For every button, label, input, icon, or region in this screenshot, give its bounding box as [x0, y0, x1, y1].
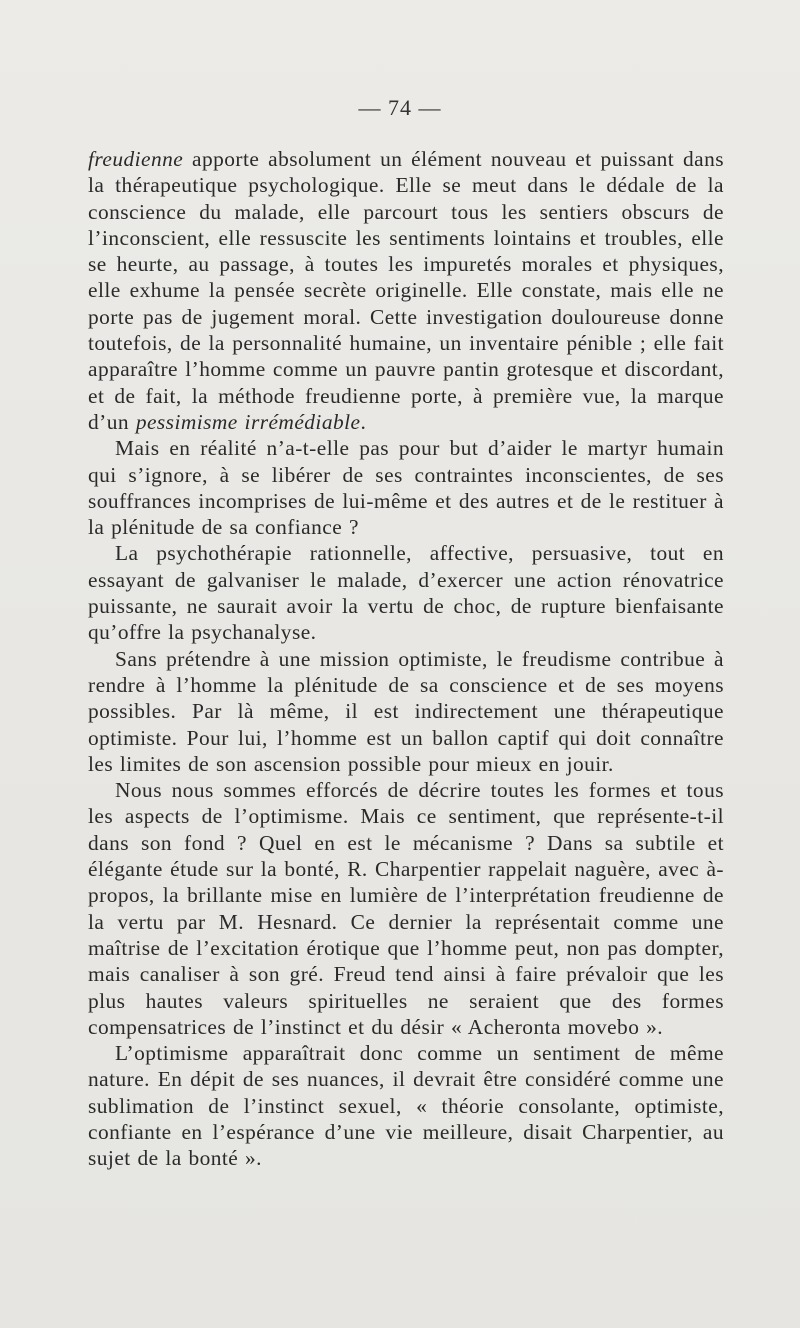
paragraph: [88, 540, 724, 645]
body-text: [88, 146, 724, 1172]
paragraph: [88, 777, 724, 1040]
text-run: La psychothérapie rationnelle, affective, persuasive, tout en essayant de galvaniser le malade, d’exercer une action rénovatrice puissante, ne saurait avoir la vertu de choc, de rupture bienfaisante qu’offre la psychanalyse.: [88, 541, 724, 645]
page-number: — 74 —: [358, 95, 442, 120]
italic-text: freudienne: [88, 147, 184, 171]
paragraph: [88, 146, 724, 435]
text-run: apporte absolument un élément nouveau et puissant dans la thérapeutique psychologique. Elle se meut dans le dédale de la conscience du malade, elle parcourt tous les sentiers obscurs de l’inconscient, elle ressuscite les sentiments lointains et troubles, elle se heurte, au passage, à toutes les impuretés morales et physiques, elle exhume la pensée secrète originelle. Elle constate, mais elle ne porte pas de jugement moral. Cette investigation douloureuse donne toutefois, de la personnalité humaine, un inventaire pénible ; elle fait apparaître l’homme comme un pauvre pantin grotesque et discordant, et de fait, la méthode freudienne porte, à première vue, la marque d’un: [88, 147, 724, 434]
paragraph: [88, 1040, 724, 1171]
text-run: Sans prétendre à une mission optimiste, le freudisme contribue à rendre à l’homme la plénitude de sa conscience et de ses moyens possibles. Par là même, il est indirectement une thérapeutique optimiste. Pour lui, l’homme est un ballon captif qui doit connaître les limites de son ascension possible pour mieux en jouir.: [88, 646, 724, 776]
paragraph: [88, 435, 724, 540]
text-run: Nous nous sommes efforcés de décrire toutes les formes et tous les aspects de l’optimisme. Mais ce sentiment, que représente-t-il dans son fond ? Quel en est le mécanisme ? Dans sa subtile et élégante étude sur la bonté, R. Charpentier rappelait naguère, avec à-propos, la brillante mise en lumière de l’interprétation freudienne de la vertu par M. Hesnard. Ce dernier la représentait comme une maîtrise de l’excitation érotique que l’homme peut, non pas dompter, mais canaliser à son gré. Freud tend ainsi à faire prévaloir que les plus hautes valeurs spirituelles ne seraient que des formes compensatrices de l’instinct et du désir « Acheronta movebo ».: [88, 778, 724, 1039]
text-run: L’optimisme apparaîtrait donc comme un sentiment de même nature. En dépit de ses nuances, il devrait être considéré comme une sublimation de l’instinct sexuel, « théorie consolante, optimiste, confiante en l’espérance d’une vie meilleure, disait Charpentier, au sujet de la bonté ».: [88, 1041, 724, 1171]
text-run: Mais en réalité n’a-t-elle pas pour but d’aider le martyr humain qui s’ignore, à se libérer de ses contraintes inconscientes, de ses souffrances incomprises de lui-même et des autres et de le restituer à la plénitude de sa confiance ?: [88, 436, 724, 540]
italic-text: pessimisme irrémédiable: [135, 409, 361, 434]
text-run: .: [360, 409, 367, 434]
paragraph: [88, 646, 724, 777]
